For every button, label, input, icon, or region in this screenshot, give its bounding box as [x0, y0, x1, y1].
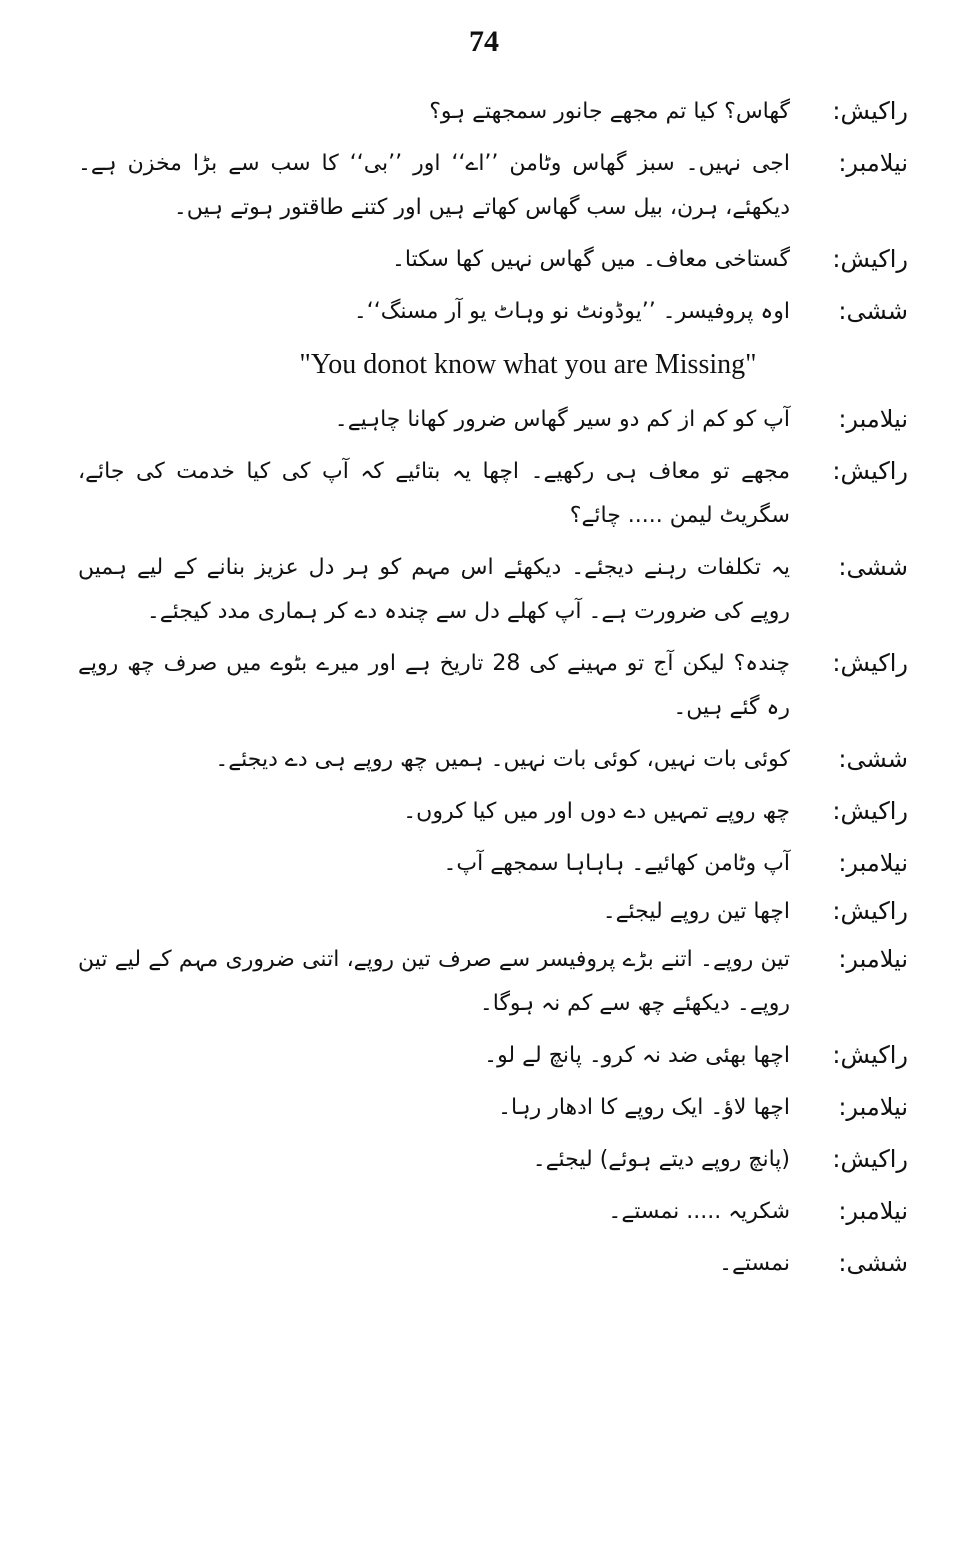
page-number: 74	[469, 25, 499, 58]
speaker-name: راکیش:	[832, 245, 908, 273]
dialogue-entry	[78, 1242, 908, 1286]
dialogue-entry	[78, 1138, 908, 1182]
speaker-name: راکیش:	[832, 97, 908, 125]
english-quote: "You donot know what you are Missing"	[299, 349, 757, 380]
dialogue-entry	[78, 738, 908, 782]
dialogue-entry	[78, 398, 908, 442]
speaker-name: راکیش:	[832, 1041, 908, 1069]
dialogue-entry	[78, 1086, 908, 1130]
speaker-name: نیلامبر:	[838, 1093, 908, 1121]
dialogue-entry	[78, 238, 908, 282]
dialogue-line: اچھا تین روپے لیجئے۔	[602, 899, 790, 924]
dialogue-line: آپ وٹامن کھائیے۔ ہاہاہا سمجھے آپ۔	[443, 851, 790, 876]
dialogue-entry	[78, 1034, 908, 1078]
dialogue-line: کوئی بات نہیں، کوئی بات نہیں۔ ہمیں چھ روپے ہی دے دیجئے۔	[215, 747, 790, 772]
dialogue-line: آپ کو کم از کم دو سیر گھاس ضرور کھانا چاہیے۔	[334, 407, 790, 432]
dialogue-line: چھ روپے تمہیں دے دوں اور میں کیا کروں۔	[403, 799, 790, 824]
dialogue-entry	[78, 790, 908, 834]
dialogue-entry	[78, 642, 908, 730]
dialogue-line: نمستے۔	[719, 1251, 790, 1276]
speaker-name: راکیش:	[832, 797, 908, 825]
speaker-name: راکیش:	[832, 649, 908, 677]
dialogue-line: اوہ پروفیسر۔ ’’یوڈونٹ نو وہاٹ یو آر مسنگ‘‘۔	[353, 299, 790, 324]
dialogue-line: اچھا بھئی ضد نہ کرو۔ پانچ لے لو۔	[484, 1043, 790, 1068]
dialogue-entry	[78, 290, 908, 334]
dialogue-entry	[78, 938, 908, 1026]
speaker-name: ششی:	[838, 745, 908, 773]
speaker-name: ششی:	[838, 1249, 908, 1277]
dialogue-line: شکریہ ..... نمستے۔	[608, 1199, 790, 1224]
speaker-name: راکیش:	[832, 457, 908, 485]
speaker-name: نیلامبر:	[838, 945, 908, 973]
dialogue-entry	[78, 450, 908, 538]
dialogue-line: مجھے تو معاف ہی رکھیے۔ اچھا یہ بتائیے کہ آپ کی کیا خدمت کی جائے، سگریٹ لیمن ..... چائے؟	[78, 459, 790, 528]
speaker-name: نیلامبر:	[838, 405, 908, 433]
speaker-name: راکیش:	[832, 1145, 908, 1173]
dialogue-line: (پانچ روپے دیتے ہوئے) لیجئے۔	[532, 1147, 790, 1172]
speaker-name: ششی:	[838, 297, 908, 325]
dialogue-entry	[78, 890, 908, 934]
dialogue-line: یہ تکلفات رہنے دیجئے۔ دیکھئے اس مہم کو ہر دل عزیز بنانے کے لیے ہمیں روپے کی ضرورت ہے۔ آپ کھلے دل سے چندہ دے کر ہماری مدد کیجئے۔	[78, 555, 790, 624]
dialogue-entry	[78, 90, 908, 134]
speaker-name: راکیش:	[832, 897, 908, 925]
speaker-name: نیلامبر:	[838, 149, 908, 177]
dialogue-line: اجی نہیں۔ سبز گھاس وٹامن ’’اے‘‘ اور ’’بی‘‘ کا سب سے بڑا مخزن ہے۔ دیکھئے، ہرن، بیل سب گھاس کھاتے ہیں اور کتنے طاقتور ہوتے ہیں۔	[78, 151, 790, 220]
speaker-name: نیلامبر:	[838, 1197, 908, 1225]
speaker-name: نیلامبر:	[838, 849, 908, 877]
dialogue-entry	[78, 142, 908, 230]
dialogue-entry	[78, 546, 908, 634]
dialogue-entry	[78, 842, 908, 886]
dialogue-line: گھاس؟ کیا تم مجھے جانور سمجھتے ہو؟	[429, 99, 790, 124]
speaker-name: ششی:	[838, 553, 908, 581]
play-dialogue	[78, 90, 908, 1294]
dialogue-line: اچھا لاؤ۔ ایک روپے کا ادھار رہا۔	[498, 1095, 790, 1120]
dialogue-line: گستاخی معاف۔ میں گھاس نہیں کھا سکتا۔	[391, 247, 790, 272]
dialogue-line: تین روپے۔ اتنے بڑے پروفیسر سے صرف تین روپے، اتنی ضروری مہم کے لیے تین روپے۔ دیکھئے چھ سے کم نہ ہوگا۔	[78, 947, 790, 1016]
dialogue-entry	[78, 1190, 908, 1234]
dialogue-line: چندہ؟ لیکن آج تو مہینے کی 28 تاریخ ہے اور میرے بٹوے میں صرف چھ روپے رہ گئے ہیں۔	[78, 651, 790, 720]
